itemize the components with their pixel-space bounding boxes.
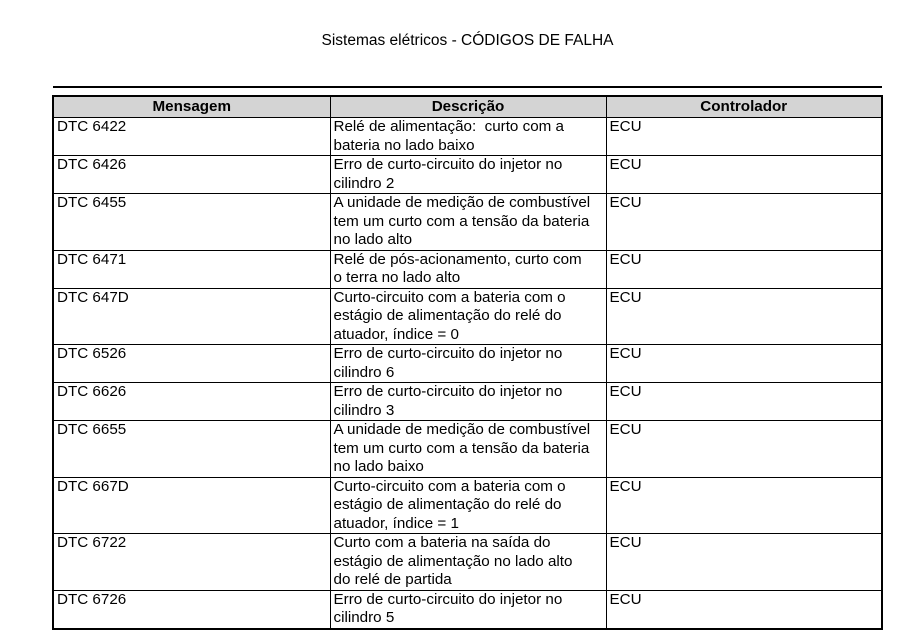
description-cell xyxy=(330,421,606,478)
message-cell: DTC 6422 xyxy=(54,118,330,156)
description-line: Relé de alimentação: curto com a xyxy=(333,118,564,135)
table-row xyxy=(54,421,881,478)
header-divider xyxy=(53,86,882,88)
description-line: no lado alto xyxy=(333,231,413,248)
message-cell: DTC 6455 xyxy=(54,194,330,251)
table-row xyxy=(54,590,881,628)
description-cell xyxy=(330,345,606,383)
description-line: cilindro 2 xyxy=(333,174,395,192)
table-row xyxy=(54,383,881,421)
controller-cell: ECU xyxy=(606,534,881,591)
description-cell xyxy=(330,194,606,251)
table-row xyxy=(54,288,881,345)
table-row xyxy=(54,194,881,251)
controller-cell: ECU xyxy=(606,590,881,628)
description-line: atuador, índice = 0 xyxy=(333,325,459,343)
description-line: Erro de curto-circuito do injetor no xyxy=(333,345,563,362)
fault-code-table-frame xyxy=(52,95,883,630)
description-line: Curto-circuito com a bateria com o xyxy=(333,288,566,306)
description-line: tem um curto com a tensão da bateria xyxy=(333,212,590,230)
message-cell: DTC 647D xyxy=(54,288,330,345)
description-line: estágio de alimentação do relé do xyxy=(333,307,562,324)
description-line: cilindro 3 xyxy=(333,401,395,419)
message-cell: DTC 6722 xyxy=(54,534,330,591)
description-line: tem um curto com a tensão da bateria xyxy=(333,439,590,457)
description-line: o terra no lado alto xyxy=(333,269,461,286)
message-cell: DTC 6726 xyxy=(54,590,330,628)
message-cell: DTC 6626 xyxy=(54,383,330,421)
description-line: A unidade de medição de combustível xyxy=(333,421,591,438)
description-line: no lado baixo xyxy=(333,458,424,475)
table-row xyxy=(54,156,881,194)
table-row xyxy=(54,345,881,383)
column-header-message: Mensagem xyxy=(54,97,330,118)
message-cell: DTC 6471 xyxy=(54,250,330,288)
table-body xyxy=(54,118,881,628)
description-line: atuador, índice = 1 xyxy=(333,514,459,532)
description-line: bateria no lado baixo xyxy=(333,136,475,154)
description-cell xyxy=(330,477,606,534)
description-line: Relé de pós-acionamento, curto com xyxy=(333,250,582,268)
description-cell xyxy=(330,156,606,194)
description-line: cilindro 5 xyxy=(333,609,395,626)
controller-cell: ECU xyxy=(606,156,881,194)
description-cell xyxy=(330,383,606,421)
controller-cell: ECU xyxy=(606,345,881,383)
controller-cell: ECU xyxy=(606,118,881,156)
controller-cell: ECU xyxy=(606,288,881,345)
description-line: estágio de alimentação do relé do xyxy=(333,496,562,513)
description-line: Erro de curto-circuito do injetor no xyxy=(333,383,563,400)
description-line: Curto com a bateria na saída do xyxy=(333,534,551,551)
message-cell: DTC 6426 xyxy=(54,156,330,194)
description-line: A unidade de medição de combustível xyxy=(333,194,591,211)
controller-cell: ECU xyxy=(606,250,881,288)
page-title: Sistemas elétricos - CÓDIGOS DE FALHA xyxy=(321,32,614,49)
controller-cell: ECU xyxy=(606,477,881,534)
message-cell: DTC 667D xyxy=(54,477,330,534)
table-row xyxy=(54,250,881,288)
description-line: Erro de curto-circuito do injetor no xyxy=(333,590,563,608)
fault-code-table xyxy=(54,97,881,628)
controller-cell: ECU xyxy=(606,383,881,421)
description-cell xyxy=(330,534,606,591)
description-line: estágio de alimentação no lado alto xyxy=(333,552,573,570)
controller-cell: ECU xyxy=(606,194,881,251)
message-cell: DTC 6526 xyxy=(54,345,330,383)
description-line: Curto-circuito com a bateria com o xyxy=(333,477,566,495)
table-row xyxy=(54,534,881,591)
description-line: Erro de curto-circuito do injetor no xyxy=(333,156,563,173)
description-cell xyxy=(330,590,606,628)
description-cell xyxy=(330,118,606,156)
table-row xyxy=(54,477,881,534)
table-row xyxy=(54,118,881,156)
description-cell xyxy=(330,250,606,288)
controller-cell: ECU xyxy=(606,421,881,478)
column-header-description: Descrição xyxy=(330,97,606,118)
table-header-row xyxy=(54,97,881,118)
column-header-controller: Controlador xyxy=(606,97,881,118)
description-line: do relé de partida xyxy=(333,571,452,588)
description-cell xyxy=(330,288,606,345)
description-line: cilindro 6 xyxy=(333,363,395,381)
message-cell: DTC 6655 xyxy=(54,421,330,478)
